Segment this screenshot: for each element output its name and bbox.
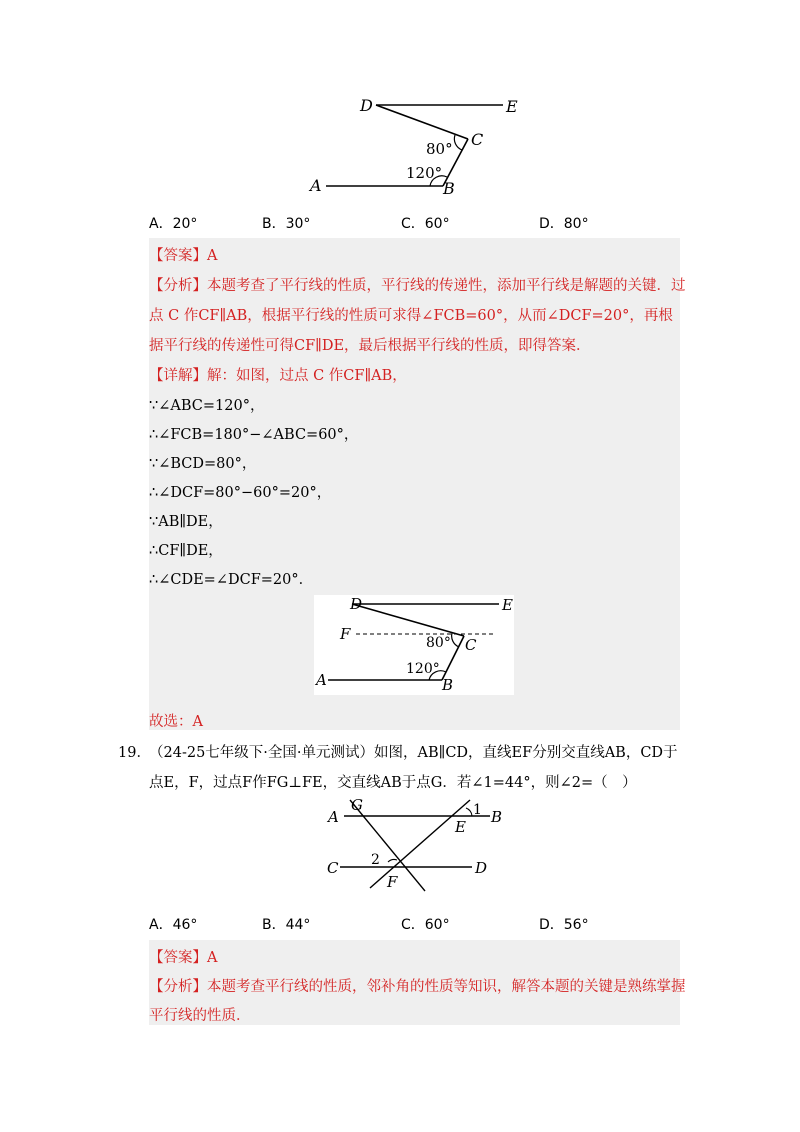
q19-stem-line-1: （24-25七年级下·全国·单元测试）如图，AB∥CD，直线EF分别交直线AB，CD于 — [149, 745, 678, 761]
label-E: E — [506, 97, 518, 116]
q18-option-b[interactable]: B．30° — [262, 216, 311, 232]
label-D: D — [475, 859, 488, 877]
answer-tag: 【答案】 — [149, 248, 207, 264]
label-A: A — [310, 176, 322, 195]
choose-answer: 故选：A — [149, 714, 203, 730]
detail-tag: 【详解】 — [149, 368, 207, 384]
analysis-tag: 【分析】 — [149, 278, 207, 294]
label-B: B — [443, 179, 455, 198]
label-A: A — [328, 808, 339, 826]
q18-solution-box — [149, 238, 686, 730]
q18-option-d[interactable]: D．80° — [539, 216, 589, 232]
step-7: ∴∠CDE=∠DCF=20°． — [149, 572, 314, 588]
analysis-line-2: 平行线的性质． — [149, 1008, 251, 1024]
q19-option-a[interactable]: A．46° — [149, 917, 198, 933]
label-angle-2: 2 — [371, 852, 380, 868]
analysis-line-2: 点 C 作CF∥AB，根据平行线的性质可求得∠FCB=60°，从而∠DCF=20°，再根 — [149, 308, 673, 324]
label-F: F — [387, 873, 398, 891]
step-5: ∵AB∥DE， — [149, 514, 223, 530]
answer-value: A — [207, 248, 218, 264]
label-F: F — [340, 625, 351, 643]
label-D: D — [349, 595, 362, 613]
figure-3-parallel-transversal — [320, 796, 520, 896]
angle-120: 120° — [406, 661, 440, 677]
label-E: E — [455, 818, 466, 836]
angle-80: 80° — [426, 635, 451, 651]
q18-option-a[interactable]: A．20° — [149, 216, 198, 232]
q19-solution-box — [149, 940, 686, 1025]
label-E: E — [502, 596, 513, 614]
analysis-tag: 【分析】 — [149, 979, 207, 995]
detail-line-1: 解：如图，过点 C 作CF∥AB， — [207, 368, 407, 384]
step-4: ∴∠DCF=80°−60°=20°， — [149, 485, 332, 501]
answer-tag: 【答案】 — [149, 950, 207, 966]
q19-number: 19． — [118, 745, 151, 761]
analysis-line-1: 本题考查了平行线的性质，平行线的传递性，添加平行线是解题的关键．过 — [207, 278, 686, 294]
figure-2-solution-diagram — [314, 595, 514, 695]
step-1: ∵∠ABC=120°， — [149, 398, 265, 414]
label-B: B — [442, 676, 454, 694]
answer-value: A — [207, 950, 218, 966]
q19-option-d[interactable]: D．56° — [539, 917, 589, 933]
angle-80: 80° — [426, 140, 453, 158]
label-C: C — [465, 636, 477, 654]
label-D: D — [360, 96, 373, 115]
label-angle-1: 1 — [473, 802, 482, 818]
analysis-line-1: 本题考查平行线的性质，邻补角的性质等知识，解答本题的关键是熟练掌握 — [207, 979, 686, 995]
step-6: ∴CF∥DE， — [149, 543, 223, 559]
step-3: ∵∠BCD=80°， — [149, 456, 257, 472]
label-B: B — [491, 808, 503, 826]
label-C: C — [471, 130, 484, 149]
label-A: A — [316, 671, 327, 689]
q19-option-c[interactable]: C．60° — [401, 917, 450, 933]
angle-120: 120° — [406, 164, 443, 182]
analysis-line-3: 据平行线的传递性可得CF∥DE，最后根据平行线的性质，即得答案． — [149, 338, 591, 354]
figure-1-parallel-lines — [300, 90, 530, 200]
label-C: C — [327, 859, 339, 877]
label-G: G — [351, 796, 363, 814]
q19-stem-line-2: 点E，F，过点F作FG⊥FE，交直线AB于点G．若∠1=44°，则∠2=（ ） — [149, 775, 637, 791]
step-2: ∴∠FCB=180°−∠ABC=60°， — [149, 427, 359, 443]
q19-option-b[interactable]: B．44° — [262, 917, 311, 933]
q18-option-c[interactable]: C．60° — [401, 216, 450, 232]
